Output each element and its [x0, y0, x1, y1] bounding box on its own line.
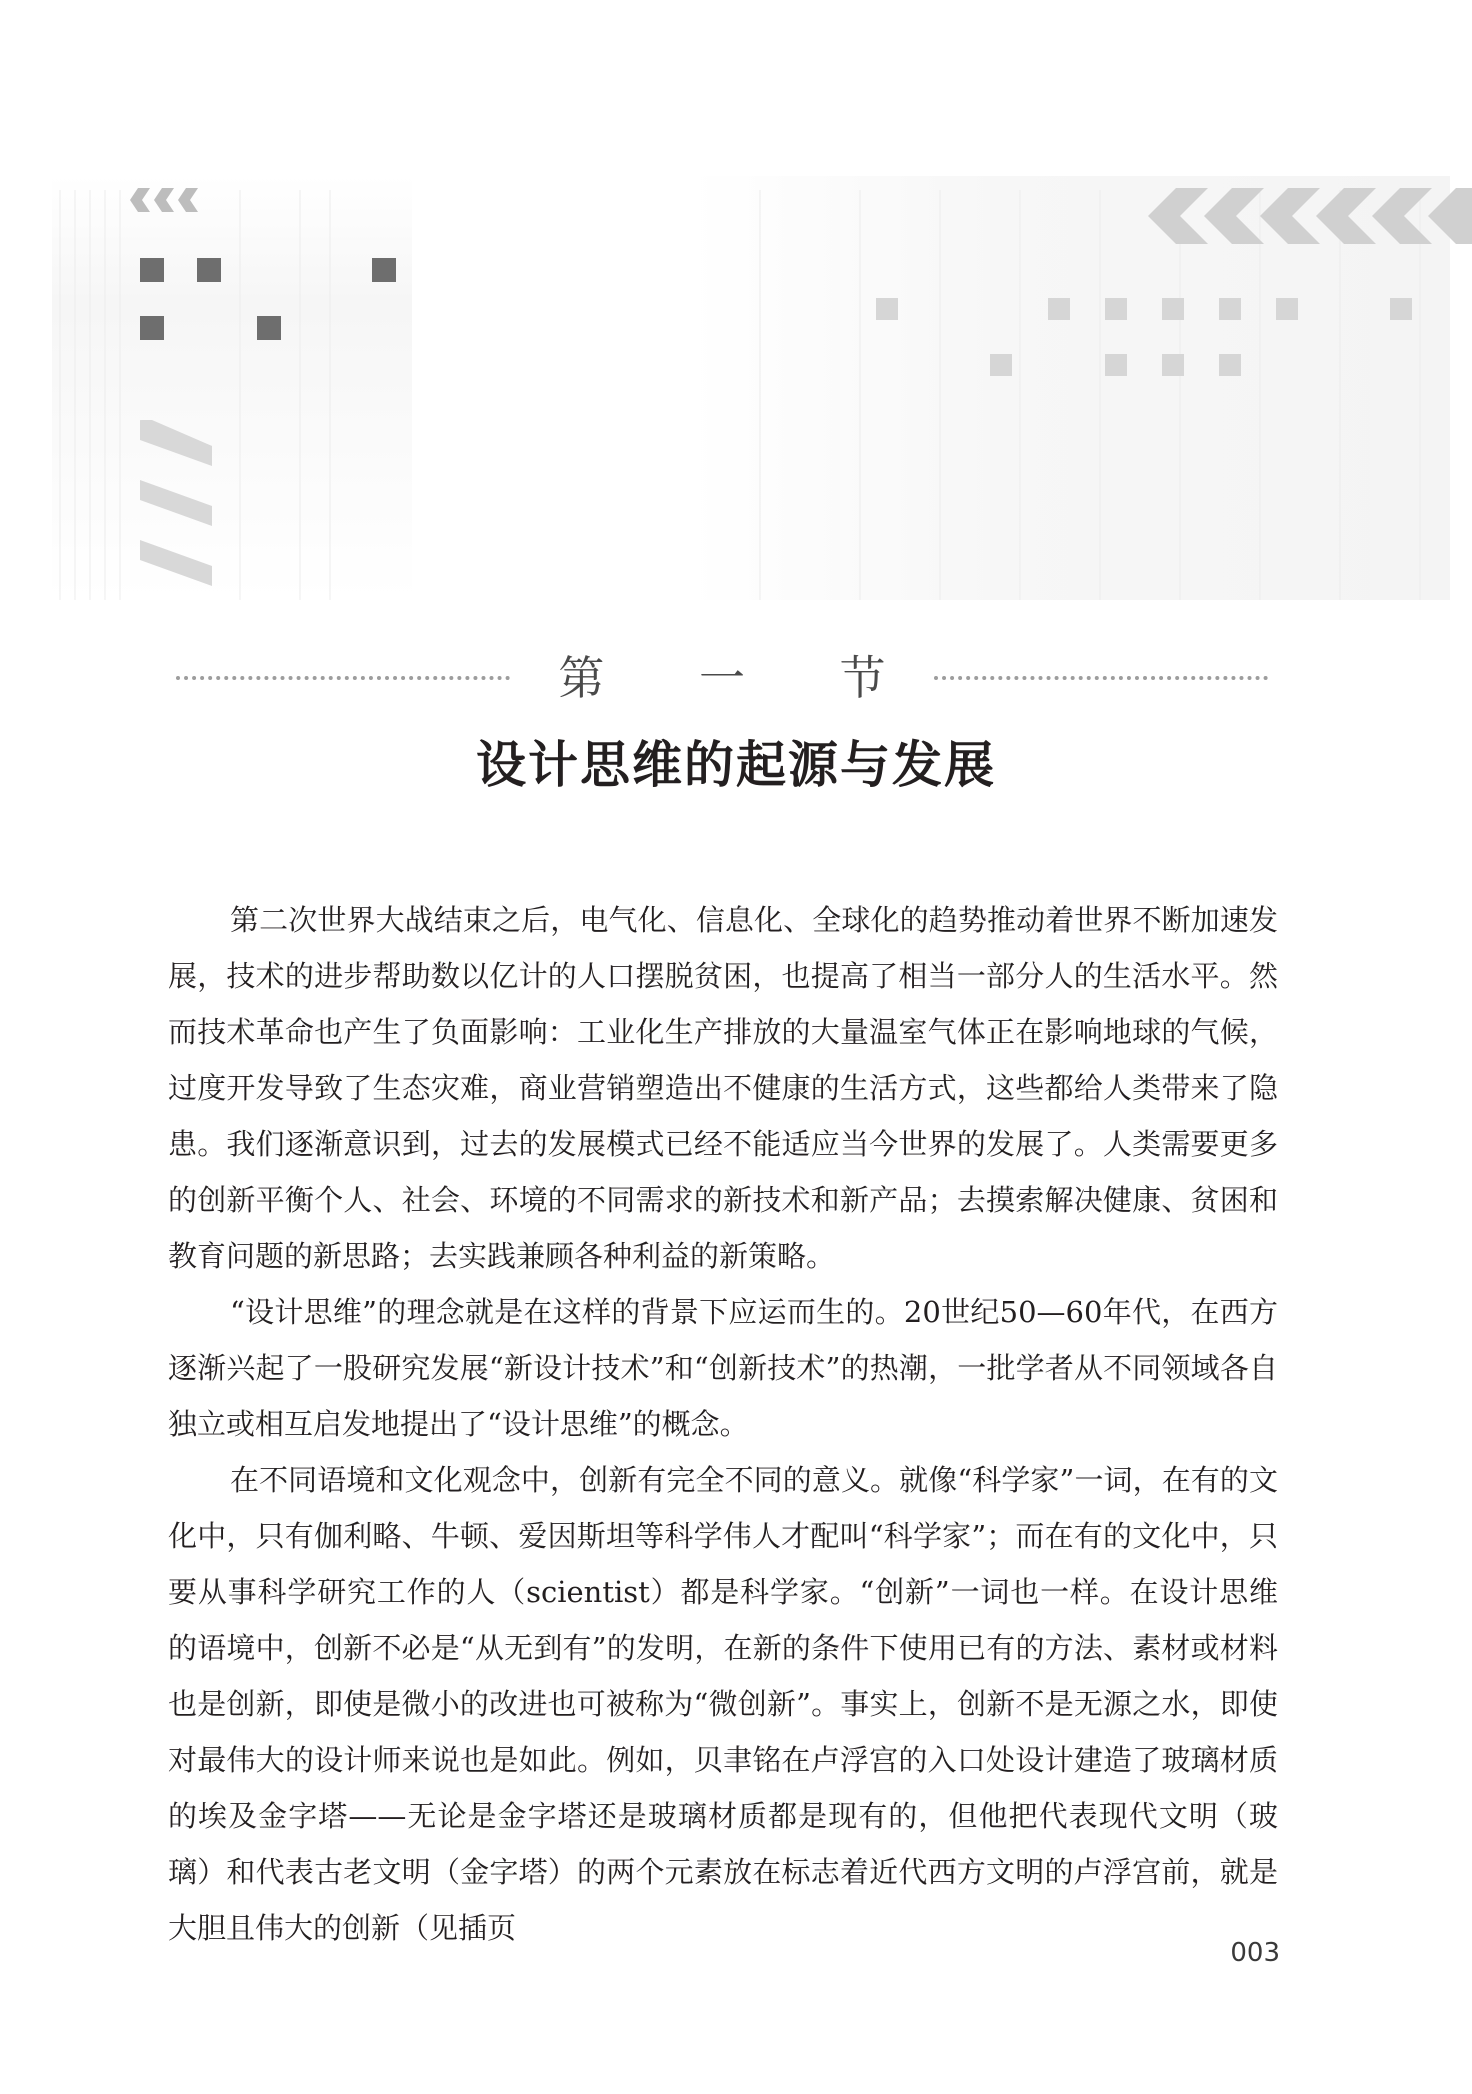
body-text	[168, 892, 1278, 1956]
paragraph: 在不同语境和文化观念中，创新有完全不同的意义。就像“科学家”一词，在有的文化中，只有伽利略、牛顿、爱因斯坦等科学伟人才配叫“科学家”；而在有的文化中，只要从事科学研究工作的人（scientist）都是科学家。“创新”一词也一样。在设计思维的语境中，创新不必是“从无到有”的发明，在新的条件下使用已有的方法、素材或材料也是创新，即使是微小的改进也可被称为“微创新”。事实上，创新不是无源之水，即使对最伟大的设计师来说也是如此。例如，贝聿铭在卢浮宫的入口处设计建造了玻璃材质的埃及金字塔——无论是金字塔还是玻璃材质都是现有的，但他把代表现代文明（玻璃）和代表古老文明（金字塔）的两个元素放在标志着近代西方文明的卢浮宫前，就是大胆且伟大的创新（见插页	[168, 1463, 1278, 1945]
section-title: 设计思维的起源与发展	[476, 735, 996, 794]
section-number: 第 一 节	[558, 651, 926, 705]
dotted-rule-left	[176, 676, 510, 680]
paragraph: “设计思维”的理念就是在这样的背景下应运而生的。20世纪50—60年代，在西方逐渐兴起了一股研究发展“新设计技术”和“创新技术”的热潮，一批学者从不同领域各自独立或相互启发地提出了“设计思维”的概念。	[168, 1295, 1278, 1441]
section-label	[176, 642, 1268, 714]
paragraph: 第二次世界大战结束之后，电气化、信息化、全球化的趋势推动着世界不断加速发展，技术的进步帮助数以亿计的人口摆脱贫困，也提高了相当一部分人的生活水平。然而技术革命也产生了负面影响：工业化生产排放的大量温室气体正在影响地球的气候，过度开发导致了生态灾难，商业营销塑造出不健康的生活方式，这些都给人类带来了隐患。我们逐渐意识到，过去的发展模式已经不能适应当今世界的发展了。人类需要更多的创新平衡个人、社会、环境的不同需求的新技术和新产品；去摸索解决健康、贫困和教育问题的新思路；去实践兼顾各种利益的新策略。	[168, 903, 1278, 1273]
chevrons-left-small-icon	[130, 188, 198, 212]
dotted-rule-right	[934, 676, 1268, 680]
header-decoration	[0, 0, 1472, 640]
page-number: 003	[1230, 1938, 1280, 1968]
